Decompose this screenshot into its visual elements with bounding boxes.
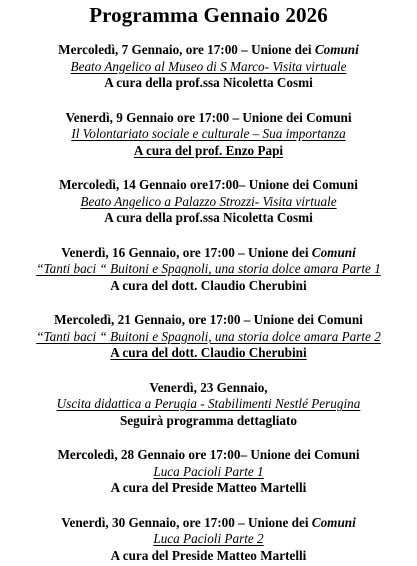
event-4 [0,245,417,295]
event-topic: Beato Angelico al Museo di S Marco- Visita virtuale [70,58,347,74]
event-note: Seguirà programma dettagliato [119,412,298,428]
event-topic: Beato Angelico a Palazzo Strozzi- Visita virtuale [80,193,337,209]
event-speaker: A cura della prof.ssa Nicoletta Cosmi [104,210,313,225]
event-speaker: A cura della prof.ssa Nicoletta Cosmi [104,75,313,90]
event-when [0,177,417,194]
event-speaker: A cura del dott. Claudio Cherubini [110,277,307,293]
event-topic: Luca Pacioli Parte 1 [153,463,264,479]
event-7 [0,447,417,497]
event-speaker: A cura del Preside Matteo Martelli [110,480,307,495]
event-venue: Comuni [314,447,360,462]
event-date-time: Mercoledì, 21 Gennaio, ore 17:00 – Unione dei [54,312,318,327]
event-8 [0,515,417,565]
event-speaker: A cura del dott. Claudio Cherubini [110,345,307,360]
event-date-time: Mercoledì, 14 Gennaio ore17:00– Unione dei [59,177,313,192]
event-date-time: Mercoledì, 28 Gennaio ore 17:00– Unione dei [57,447,315,462]
event-when [0,447,417,464]
event-when [0,245,417,262]
event-venue: Comuni [317,312,363,327]
event-when [0,110,417,127]
page-title: Programma Gennaio 2026 [89,3,328,27]
event-venue: Comuni [312,177,358,192]
event-when [0,312,417,329]
event-venue: Comuni [311,244,356,260]
event-when [0,42,417,59]
event-venue: Comuni [306,109,352,125]
event-topic: Luca Pacioli Parte 2 [153,531,264,546]
event-6 [0,380,417,430]
event-venue: Comuni [314,42,359,57]
event-venue: Comuni [311,514,356,530]
event-date-time: Mercoledì, 7 Gennaio, ore 17:00 – Unione dei [58,42,315,57]
event-2 [0,110,417,160]
event-speaker: A cura del Preside Matteo Martelli [110,547,307,563]
event-topic: “Tanti baci “ Buitoni e Spagnoli, una storia dolce amara Parte 1 [36,261,381,276]
event-topic: Il Volontariato sociale e culturale – Sua importanza [71,126,346,141]
event-date-time: Venerdì, 30 Gennaio, ore 17:00 – Unione dei [61,514,312,530]
event-when [0,515,417,532]
event-date-time: Venerdì, 23 Gennaio, [149,379,268,395]
event-5 [0,312,417,362]
event-topic: Uscita didattica a Perugia - Stabilimenti Nestlé Perugina [56,396,361,411]
event-3 [0,177,417,227]
event-topic: “Tanti baci “ Buitoni e Spagnoli, una storia dolce amara Parte 2 [36,328,381,344]
event-speaker: A cura del prof. Enzo Papi [133,142,284,158]
event-date-time: Venerdì, 9 Gennaio ore 17:00 – Unione dei [65,109,307,125]
event-1 [0,42,417,92]
event-date-time: Venerdì, 16 Gennaio, ore 17:00 – Unione dei [61,244,312,260]
event-when [0,380,417,397]
